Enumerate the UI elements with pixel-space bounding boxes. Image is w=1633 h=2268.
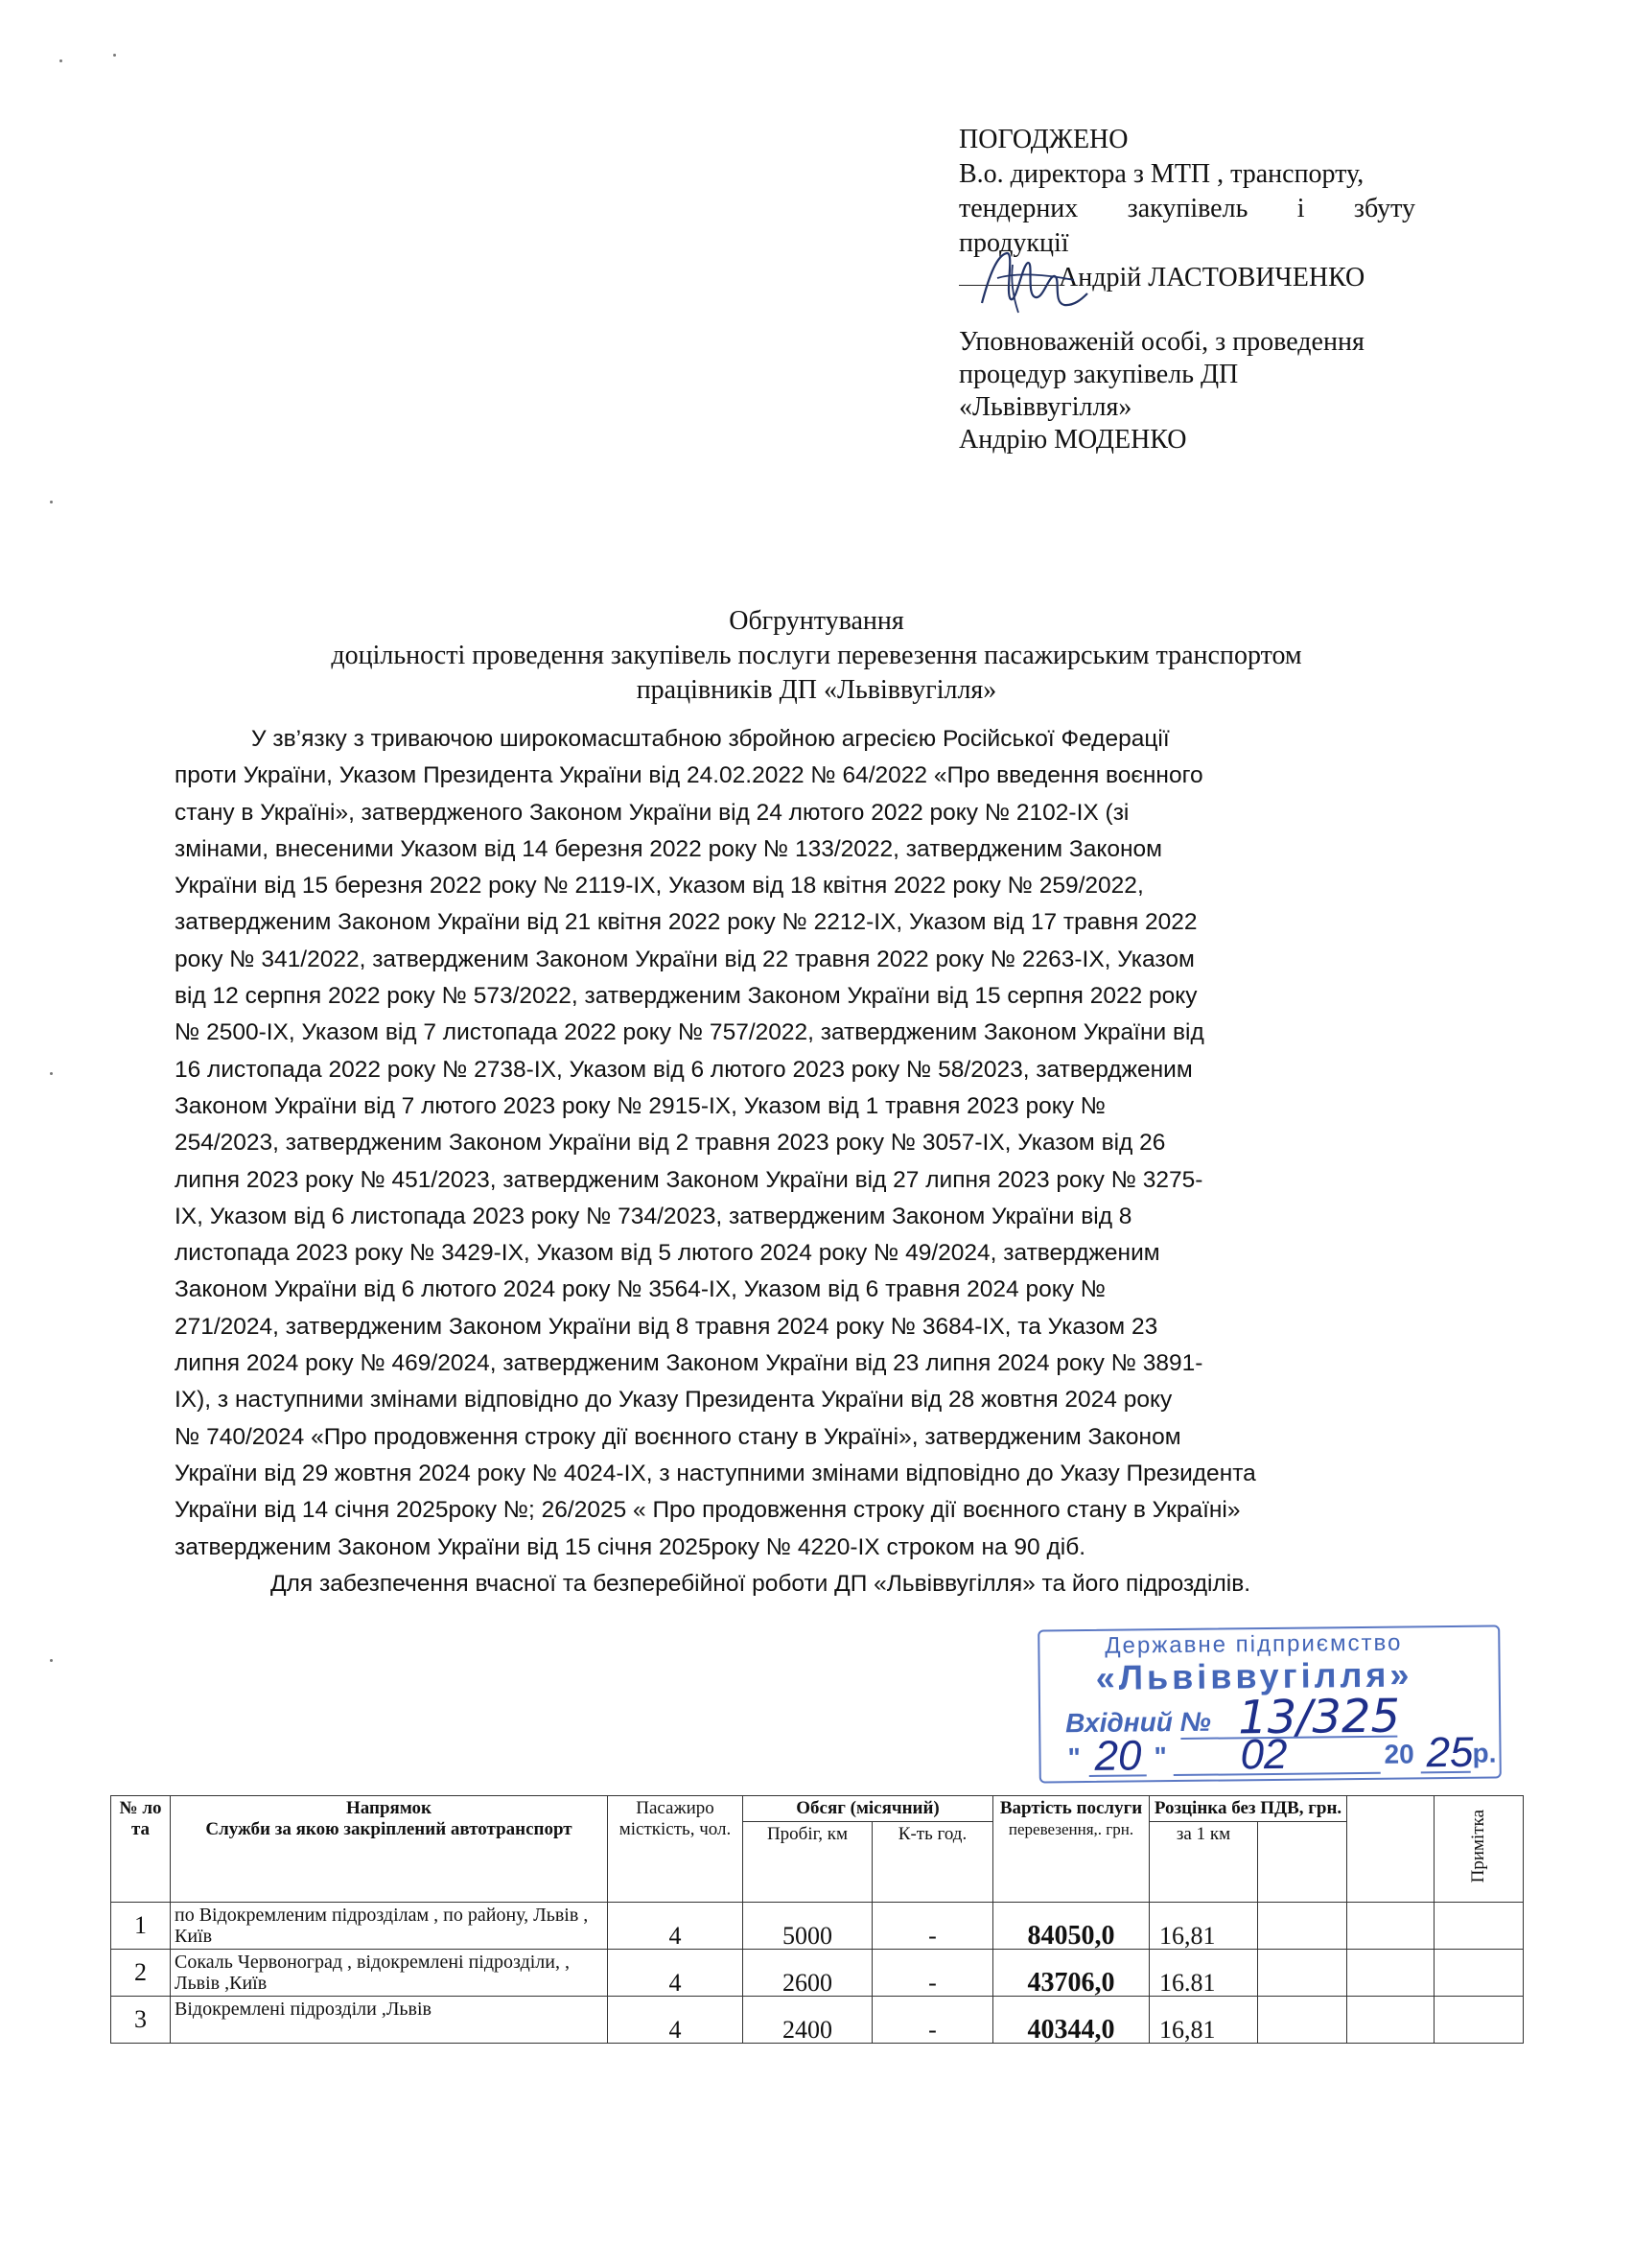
cell-capacity: 4: [608, 1950, 743, 1997]
stamp-year-suffix: р.: [1472, 1738, 1497, 1768]
header-hours: К-ть год.: [873, 1822, 993, 1903]
body-line: змінами, внесеними Указом від 14 березня 2022 року № 133/2022, затвердженим Законом: [175, 835, 1162, 862]
cell-direction: Відокремлені підрозділи ,Львів: [171, 1997, 608, 2044]
header-rate: Розцінка без ПДВ, грн.: [1150, 1796, 1347, 1822]
body-line: IX), з наступними змінами відповідно до Указу Президента України від 28 жовтня 2024 року: [175, 1387, 1173, 1414]
cell-note: [1435, 1950, 1524, 1997]
stamp-quote-close: ": [1154, 1742, 1168, 1772]
cell-mileage: 2600: [743, 1950, 873, 1997]
header-note-text: Примітка: [1468, 1809, 1489, 1883]
stamp-month: 02: [1240, 1730, 1288, 1779]
stamp-quote-open: ": [1067, 1742, 1082, 1773]
header-volume: Обсяг (місячний): [743, 1796, 993, 1822]
cell-hours: -: [873, 1903, 993, 1950]
header-cost: [993, 1796, 1150, 1903]
cell-capacity: 4: [608, 1903, 743, 1950]
body-line: листопада 2023 року № 3429-IX, Указом від 5 лютого 2024 року № 49/2024, затвердженим: [175, 1240, 1160, 1267]
body-line: липня 2024 року № 469/2024, затвердженим Законом України від 23 липня 2024 року № 3891-: [175, 1350, 1203, 1377]
body-line: України від 29 жовтня 2024 року № 4024-IX, з наступними змінами відповідно до Указу Президента: [175, 1460, 1256, 1486]
header-note: [1435, 1796, 1524, 1903]
lots-table: [110, 1795, 1524, 2044]
scan-speck: [59, 59, 62, 62]
header-direction: [171, 1796, 608, 1903]
body-line: 16 листопада 2022 року № 2738-IX, Указом від 6 лютого 2023 року № 58/2023, затвердженим: [175, 1056, 1193, 1083]
cell-mileage: 5000: [743, 1903, 873, 1950]
body-line: У зв’язку з триваючою широкомасштабною збройною агресією Російської Федерації: [251, 726, 1170, 752]
cell-empty: [1347, 1950, 1435, 1997]
stamp-org: Державне підприємство: [1105, 1629, 1403, 1659]
cell-empty: [1347, 1903, 1435, 1950]
incoming-stamp: [1038, 1625, 1502, 1783]
cell-hours: -: [873, 1950, 993, 1997]
stamp-incoming-number: 13/325: [1237, 1689, 1401, 1745]
stamp-incoming-label: Вхідний №: [1065, 1706, 1211, 1739]
header-mileage: Пробіг, км: [743, 1822, 873, 1903]
stamp-day: 20: [1094, 1732, 1142, 1780]
title-line2: доцільності проведення закупівель послуги перевезення пасажирським транспортом: [331, 641, 1302, 670]
body-line: проти України, Указом Президента України від 24.02.2022 № 64/2022 «Про введення воєнного: [175, 762, 1203, 789]
cell-empty: [1347, 1997, 1435, 2044]
stamp-brand: «Львіввугілля»: [1095, 1654, 1413, 1697]
addressee-line2: процедур закупівель ДП: [959, 360, 1239, 389]
body-last-line: Для забезпечення вчасної та безперебійної роботи ДП «Львіввугілля» та його підрозділів.: [270, 1570, 1251, 1597]
approval-signer: Андрій ЛАСТОВИЧЕНКО: [1059, 263, 1365, 292]
body-line: № 2500-IX, Указом від 7 листопада 2022 року № 757/2022, затвердженим Законом України від: [175, 1019, 1204, 1046]
scan-speck: [50, 1072, 53, 1075]
cell-mileage: 2400: [743, 1997, 873, 2044]
approval-position-line1: В.о. директора з МТП , транспорту,: [959, 159, 1365, 189]
header-cost-line1: Вартість послуги: [999, 1798, 1143, 1818]
cell-note: [1435, 1903, 1524, 1950]
addressee-line1: Уповноваженій особі, з проведення: [959, 327, 1365, 357]
body-line: № 740/2024 «Про продовження строку дії воєнного стану в Україні», затвердженим Законом: [175, 1423, 1181, 1450]
body-line: затвердженим Законом України від 15 січня 2025року № 4220-IX строком на 90 діб.: [175, 1533, 1086, 1560]
title-line1: Обгрунтування: [729, 606, 904, 636]
cell-lot-no: 2: [111, 1950, 171, 1997]
body-line: Законом України від 6 лютого 2024 року № 3564-IX, Указом від 6 травня 2024 року №: [175, 1276, 1107, 1303]
body-line: України від 15 березня 2022 року № 2119-IX, Указом від 18 квітня 2022 року № 259/2022,: [175, 873, 1144, 900]
addressee-line3: «Львіввугілля»: [959, 392, 1132, 422]
body-line: IX, Указом від 6 листопада 2023 року № 734/2023, затвердженим Законом України від 8: [175, 1203, 1132, 1229]
body-line: року № 341/2022, затвердженим Законом України від 22 травня 2022 року № 2263-IX, Указом: [175, 946, 1195, 972]
header-capacity: Пасажиро місткість, чол.: [608, 1796, 743, 1903]
approval-position-line2: тендерних закупівель і збуту: [959, 194, 1415, 223]
cell-cost: 43706,0: [993, 1950, 1150, 1997]
body-line: від 12 серпня 2022 року № 573/2022, затвердженим Законом України від 15 серпня 2022 року: [175, 983, 1198, 1010]
cell-cost: 40344,0: [993, 1997, 1150, 2044]
cell-hours: -: [873, 1997, 993, 2044]
stamp-year-prefix: 20: [1384, 1739, 1414, 1769]
approval-heading: ПОГОДЖЕНО: [959, 125, 1129, 154]
body-text: [175, 721, 1459, 1602]
scan-speck: [113, 54, 116, 57]
addressee-block: [959, 326, 1415, 456]
scan-speck: [50, 1659, 53, 1662]
cell-cost: 84050,0: [993, 1903, 1150, 1950]
body-line: України від 14 січня 2025року №; 26/2025 « Про продовження строку дії воєнного стану в Україні»: [175, 1497, 1241, 1524]
cell-empty: [1258, 1903, 1347, 1950]
cell-direction: Сокаль Червоноград , відокремлені підрозділи, , Львів ,Київ: [171, 1950, 608, 1997]
body-line: липня 2023 року № 451/2023, затвердженим Законом України від 27 липня 2023 року № 3275-: [175, 1166, 1203, 1193]
table-row: [111, 1903, 1524, 1950]
cell-rate: 16.81: [1150, 1950, 1258, 1997]
stamp-year: 25: [1426, 1728, 1474, 1777]
approval-position-line3: продукції: [959, 228, 1069, 258]
table-row: [111, 1950, 1524, 1997]
cell-rate: 16,81: [1150, 1903, 1258, 1950]
addressee-line4: Андрію МОДЕНКО: [959, 425, 1187, 455]
body-line: затвердженим Законом України від 21 квітня 2022 року № 2212-IX, Указом від 17 травня 2022: [175, 909, 1198, 936]
body-line: стану в Україні», затвердженого Законом України від 24 лютого 2022 року № 2102-IX (зі: [175, 799, 1130, 826]
header-cost-line2: перевезення,. грн.: [1008, 1820, 1134, 1838]
cell-capacity: 4: [608, 1997, 743, 2044]
header-direction-line1: Напрямок: [346, 1798, 432, 1818]
document-title: [173, 604, 1460, 708]
table-row: [111, 1997, 1524, 2044]
title-line3: працівників ДП «Львіввугілля»: [636, 675, 997, 705]
header-empty: [1347, 1796, 1435, 1903]
body-line: 254/2023, затвердженим Законом України від 2 травня 2023 року № 3057-IX, Указом від 26: [175, 1130, 1166, 1157]
header-lot-no: № ло та: [111, 1796, 171, 1903]
header-direction-line2: Служби за якою закріплений автотранспорт: [205, 1819, 572, 1839]
cell-direction: по Відокремленим підрозділам , по району, Львів , Київ: [171, 1903, 608, 1950]
scan-speck: [50, 501, 53, 503]
header-per-km: за 1 км: [1150, 1822, 1258, 1903]
cell-note: [1435, 1997, 1524, 2044]
header-empty-sub: [1258, 1822, 1347, 1903]
cell-lot-no: 3: [111, 1997, 171, 2044]
cell-rate: 16,81: [1150, 1997, 1258, 2044]
body-line: 271/2024, затвердженим Законом України від 8 травня 2024 року № 3684-IX, та Указом 23: [175, 1313, 1158, 1340]
cell-empty: [1258, 1950, 1347, 1997]
cell-empty: [1258, 1997, 1347, 2044]
handwritten-signature: [968, 236, 1093, 322]
cell-lot-no: 1: [111, 1903, 171, 1950]
body-line: Законом України від 7 лютого 2023 року № 2915-IX, Указом від 1 травня 2023 року №: [175, 1092, 1107, 1119]
